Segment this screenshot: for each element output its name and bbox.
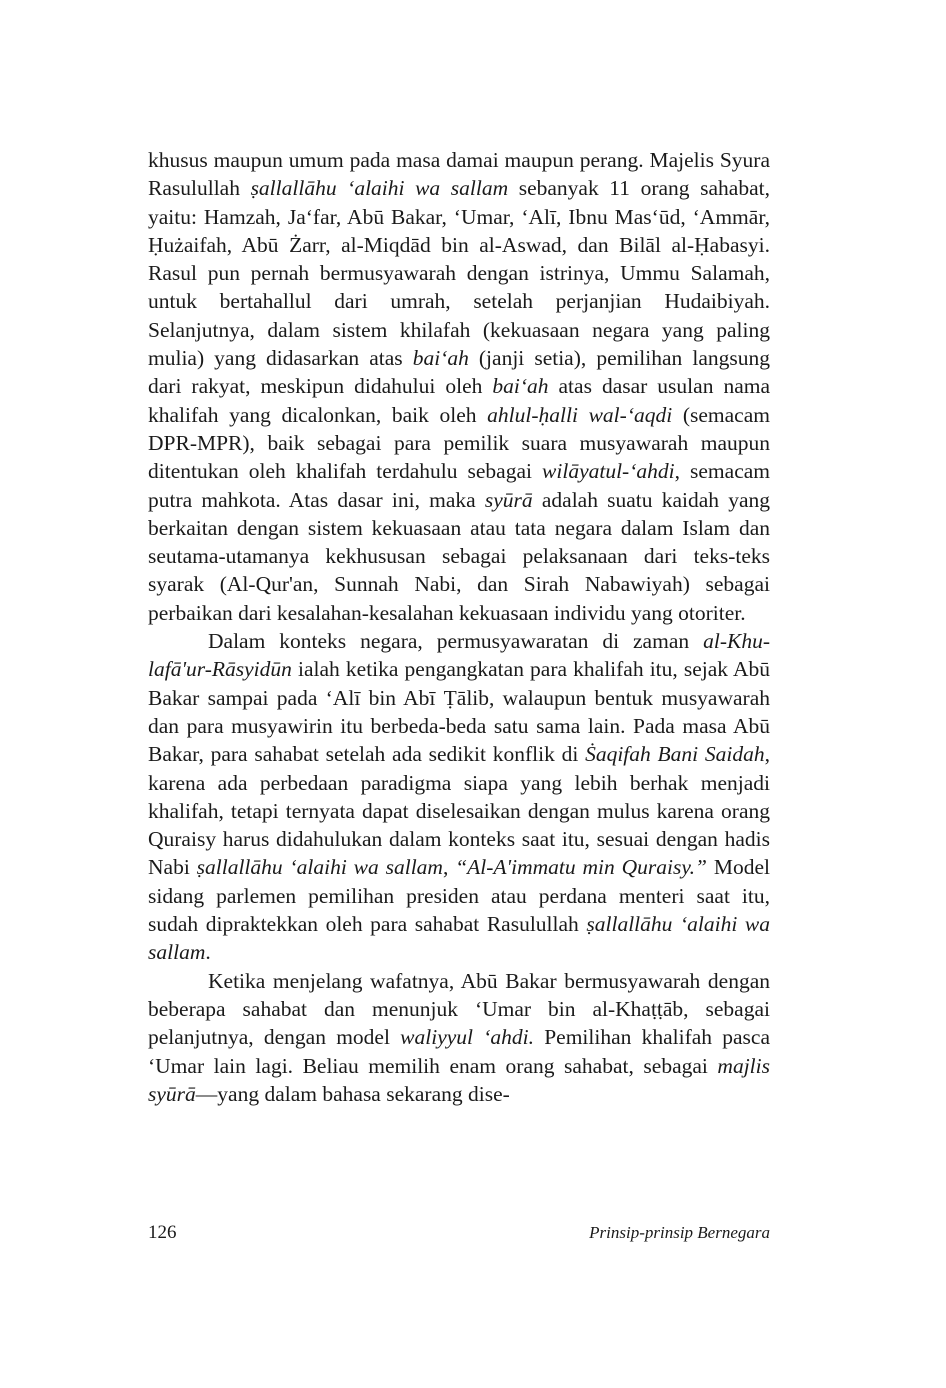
italic-term: wilāyatul-‘ahdi <box>542 459 675 484</box>
text-segment: Ketika menjelang wafatnya, Abū Bakar bermusyawarah dengan beberapa sahabat dan menunjuk ‘Umar bin al-Khaṭṭāb, sebagai pelanjutnya, dengan model <box>148 968 770 1050</box>
paragraph-2 <box>148 627 770 967</box>
text-segment: atas dasar usulan nama khalifah yang dicalonkan, baik oleh <box>148 374 771 427</box>
text-segment: , semacam putra mahkota. Atas dasar ini, maka <box>148 459 770 512</box>
text-segment: (janji setia), pemilihan langsung dari rakyat, meskipun didahului oleh <box>148 346 770 399</box>
italic-term: ṣallallāhu ‘alaihi wa sallam <box>148 912 771 965</box>
page-footer <box>148 1222 770 1244</box>
text-segment: sebanyak 11 orang sahabat, yaitu: Hamzah, Ja‘far, Abū Bakar, ‘Umar, ‘Alī, Ibnu Mas‘ūd, ‘Ammār, Ḥużaifah, Abū Żarr, al-Miqdād bin al-Aswad, dan Bilāl al-Ḥabasyi. Rasul pun pernah bermusyawarah dengan istrinya, Ummu Salamah, untuk bertahallul dari umrah, setelah perjanjian Hudaibiyah. Selanjutnya, dalam sistem khilafah (kekuasaan negara yang paling mulia) yang didasarkan atas <box>148 176 770 371</box>
italic-term: ṣallallāhu ‘alaihi wa sallam <box>250 176 509 201</box>
text-segment: adalah suatu kaidah yang berkaitan dengan sistem kekuasaan atau tata negara dalam Islam dan seutama-utamanya kekhususan sebagai pelaksanaan dari teks-teks syarak (Al-Qur'an, Sunnah Nabi, dan Sirah Nabawiyah) sebagai perbaikan dari kesalahan-kesalahan kekuasaan individu yang otoriter. <box>148 487 770 625</box>
text-segment: Pemilihan khalifah pasca ‘Umar lain lagi. Beliau memilih enam orang sahabat, sebagai <box>148 1025 771 1078</box>
italic-term: waliyyul ‘ahdi. <box>400 1025 534 1050</box>
paragraph-3 <box>148 967 770 1108</box>
italic-term: ahlul-ḥalli wal-‘aqdi <box>487 402 673 427</box>
paragraph-1 <box>148 146 770 627</box>
running-title: Prinsip-prinsip Bernegara <box>589 1223 770 1242</box>
italic-quote: “Al-A'immatu min Quraisy.” <box>455 855 708 880</box>
text-segment: Dalam konteks negara, permusyawaratan di zaman <box>208 629 704 654</box>
text-segment: (semacam DPR-MPR), baik sebagai para pemilik suara musyawarah maupun ditentukan oleh khalifah terdahulu sebagai <box>148 402 770 484</box>
page-body-text <box>148 146 770 1108</box>
text-segment: Model sidang parlemen pemilihan presiden atau perdana menteri saat itu, sudah dipraktekkan oleh para sahabat Rasulullah <box>148 855 770 937</box>
text-segment: ialah ketika pengangkatan para khalifah itu, sejak Abū Bakar sampai pada ‘Alī bin Abī Ṭālib, walaupun bentuk musyawarah dan para musyawirin itu berbeda-beda satu sama lain. Pada masa Abū Bakar, para sahabat setelah ada sedikit konflik di <box>148 657 770 767</box>
italic-term: majlis syūrā <box>148 1053 770 1106</box>
italic-term: bai‘ah <box>412 346 469 371</box>
italic-term: ṣallallāhu ‘alaihi wa sallam <box>196 855 443 880</box>
text-segment: , <box>442 855 456 880</box>
italic-term: bai‘ah <box>492 374 549 399</box>
text-segment: —yang dalam bahasa sekarang dise- <box>195 1081 510 1106</box>
italic-term: Ṡaqifah Bani Saidah <box>585 742 765 767</box>
italic-term: al-Khulafā'ur-Rāsyidūn <box>148 629 770 682</box>
text-segment: . <box>205 940 211 965</box>
text-segment: , karena ada perbedaan paradigma siapa yang lebih berhak menjadi khalifah, tetapi ternyata dapat diselesaikan dengan mulus karena orang Quraisy harus didahulukan dalam konteks saat itu, sesuai dengan hadis Nabi <box>148 742 770 880</box>
page-number: 126 <box>148 1222 177 1243</box>
italic-term: syūrā <box>484 487 533 512</box>
text-segment: khusus maupun umum pada masa damai maupun perang. Majelis Syura Rasulullah <box>148 148 770 201</box>
